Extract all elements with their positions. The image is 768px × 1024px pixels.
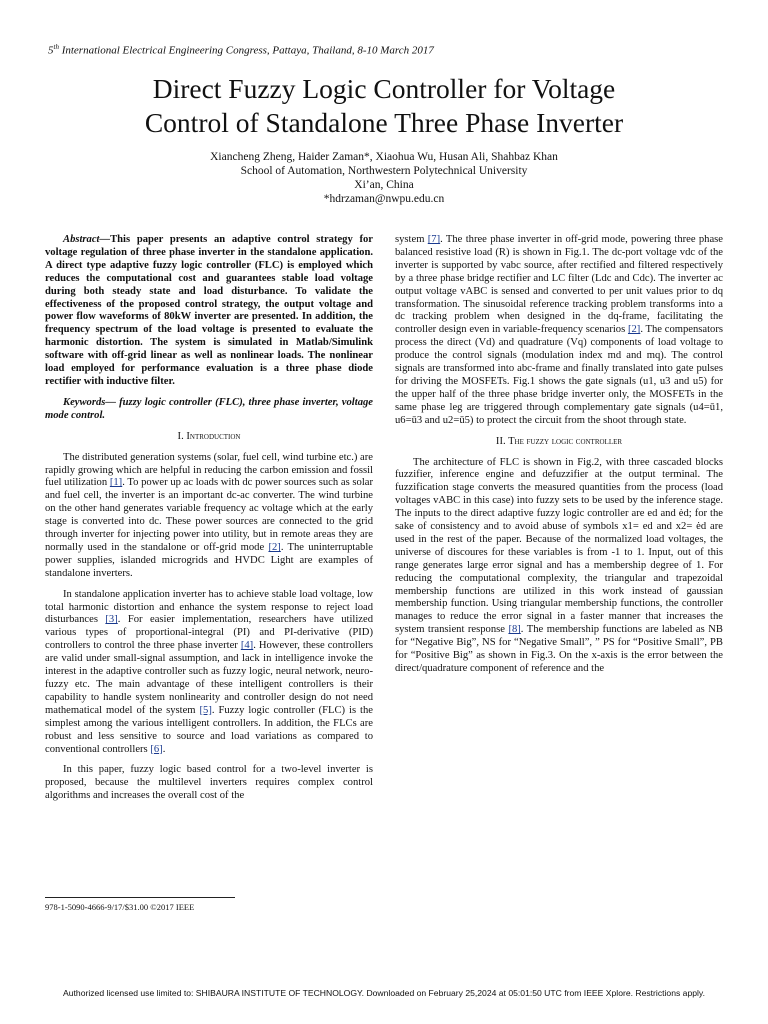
citation-link-4[interactable]: [4] [240, 640, 254, 652]
intro-paragraph-3: In this paper, fuzzy logic based control for a two-level inverter is proposed, because the multilevel inverters requires complex control algorithms and increases the overall cost of the [45, 764, 373, 802]
text-span: . The compensators process the direct (Vd) and quadrature (Vq) components of load voltage to produce the control signals (modulation index md and mq). The control signals are transformed into abc-frame and finally translated into gate pulses for driving the MOSFETs. Fig.1 shows the gate signals (u1, u3 and u5) for the upper half of the three phase bridge inverter only, the MOSFETs in the same phase leg are triggered through complementary gate signals (u4=ū1, u6=ū3 and u2=ū5) to protect the circuit from the shoot through state. [395, 324, 723, 426]
section-heading-flc: II. The fuzzy logic controller [495, 435, 623, 447]
conference-number: 5 [48, 44, 54, 57]
title-line-2: Control of Standalone Three Phase Inverter [144, 107, 624, 138]
citation-link-8[interactable]: [8] [508, 624, 521, 636]
paper-title [40, 72, 728, 140]
text-span: . Fuzzy logic controller (FLC) is the simplest among the various intelligent controllers. In addition, the FLCs are robust and less sensitive to source and load variations as compared to conventional controllers [45, 704, 373, 755]
citation-link-1[interactable]: [1] [109, 477, 123, 489]
section-heading-introduction: I. Introduction [177, 430, 241, 442]
citation-link-6[interactable]: [6] [150, 743, 163, 755]
keywords-text: fuzzy logic controller (FLC), three phase inverter, voltage mode control. [45, 396, 373, 421]
citation-link-2b[interactable]: [2] [627, 324, 641, 336]
text-span: system [395, 234, 428, 245]
text-span: . The three phase inverter in off-grid mode, powering three phase balanced resistive load (R) is shown in Fig.1. The dc-port voltage vdc of the inverter is supported by vabc source, after rectified and filtered respectively by a three phase bridge rectifier and LC filter (Ldc and Cdc). The inverter ac output voltage vABC is sensed and converted to per unit values prior to dq transformation. The sinusoidal reference tracking problem transforms into a dc tracking problem when designed in the dq-frame, facilitating the controller design even in variable-frequency scenarios [395, 234, 723, 336]
author-list: Xiancheng Zheng, Haider Zaman*, Xiaohua Wu, Husan Ali, Shahbaz Khan [210, 151, 558, 163]
keywords [45, 397, 373, 423]
isbn-copyright: 978-1-5090-4666-9/17/$31.00 ©2017 IEEE [45, 902, 195, 912]
intro-paragraph-2 [45, 589, 373, 757]
city: Xi’an, China [354, 179, 414, 191]
system-paragraph [395, 234, 723, 428]
left-column [45, 234, 373, 803]
footnote-rule [45, 897, 235, 898]
flc-paragraph [395, 457, 723, 676]
right-column [395, 234, 723, 676]
abstract-label: Abstract— [63, 234, 111, 245]
license-notice: Authorized licensed use limited to: SHIBAURA INSTITUTE OF TECHNOLOGY. Downloaded on February 25,2024 at 05:01:50 UTC from IEEE Xplore. Restrictions apply. [63, 988, 705, 998]
abstract [45, 234, 373, 389]
text-span: In standalone application inverter has to achieve stable load voltage, low total harmonic distortion and enhance the system response to reject load disturbances [45, 588, 373, 626]
conference-name: International Electrical Engineering Congress, Pattaya, Thailand, 8-10 March 2017 [58, 44, 434, 57]
keywords-label: Keywords— [63, 396, 120, 408]
email: *hdrzaman@nwpu.edu.cn [323, 193, 445, 205]
text-span: . [162, 743, 166, 755]
text-span: . For easier implementation, researchers have utilized various types of proportional-integral (PI) and PI-derivative (PID) controllers to control the three phase inverter [45, 614, 374, 652]
affiliation: School of Automation, Northwestern Polytechnical University [240, 165, 528, 177]
text-span: The architecture of FLC is shown in Fig.2, with three cascaded blocks fuzzifier, inference engine and defuzzifier at the output terminal. The fuzzification stage converts the measured quantities from the process (load voltages vABC in this case) into fuzzy sets to be used by the inference stage. The inputs to the direct adaptive fuzzy logic controller are ed and ėd; for the sake of consistency and to avoid abuse of symbols x1= ed and x2= ėd are used in the rest of the paper. Because of the normalized load voltages, the universe of discoures for these variables is from -1 to 1. Input, out of this range generates large error signal and has a membership degree of 1. For reducing the computational complexity, the triangular and trapezoidal membership functions are utilized in this work instead of gaussian membership function. Using triangular membership functions, the controller manages to reduce the error signal in a faster manner that increases the system transient response [395, 456, 723, 636]
text-span: . To power up ac loads with dc power sources such as solar and fuel cell, the inverter is an important dc-ac converter. The wind turbine on the other hand generates variable frequency ac voltage which at the early stage is converted into dc. These power sources are connected to the grid through inverter for injecting power into utility, but in remote areas they are normally used in the standalone or off-grid mode [45, 477, 373, 553]
text-span: The distributed generation systems (solar, fuel cell, wind turbine etc.) are rapidly growing which are helpful in reducing the carbon emission and fossil fuel utilization [45, 451, 373, 489]
title-line-1: Direct Fuzzy Logic Controller for Voltage [152, 73, 616, 104]
text-span: . The uninterruptable power supplies, islanded microgrids and HVDC Light are examples of standalone inverters. [45, 541, 373, 579]
intro-paragraph-1 [45, 452, 373, 581]
abstract-text: This paper presents an adaptive control strategy for voltage regulation of three phase inverter in the standalone application. A direct type adaptive fuzzy logic controller (FLC) is employed which reduces the computational cost and guarantees stable load voltage during both steady state and load disturbance. To validate the effectiveness of the proposed control strategy, the output voltage and power flow waveforms of 80kW inverter are presented. In addition, the frequency spectrum of the load voltage is presented to evaluate the harmonic distortion. The system is simulated in Matlab/Simulink software with off-grid linear as well as nonlinear loads. The nonlinear load employed for performance evaluation is a three phase diode rectifier with inductive filter. [45, 234, 373, 387]
conference-ordinal: th [53, 43, 59, 51]
citation-link-2[interactable]: [2] [268, 541, 281, 553]
text-span: . The membership functions are labeled as NB for “Negative Big”, NS for “Negative Small”, ” PS for “Positive Small”, PB for “Positive Big” as shown in Fig.3. On the x-axis is the error between the direct/quadrature component of reference and the [395, 624, 723, 674]
author-block [40, 150, 728, 206]
citation-link-7[interactable]: [7] [427, 234, 441, 245]
text-span: . However, these controllers are valid under small-signal assumption, and lack in intelligence invoke the interest in the adaptive controller such as fuzzy logic, neural network, neuro-fuzzy etc. The main advantage of these intelligent controllers is their capability to handle system nonlinearity and controller design do not need mathematical model of the system [45, 640, 373, 716]
citation-link-5[interactable]: [5] [199, 704, 212, 716]
conference-header [48, 43, 434, 57]
citation-link-3[interactable]: [3] [105, 614, 118, 626]
